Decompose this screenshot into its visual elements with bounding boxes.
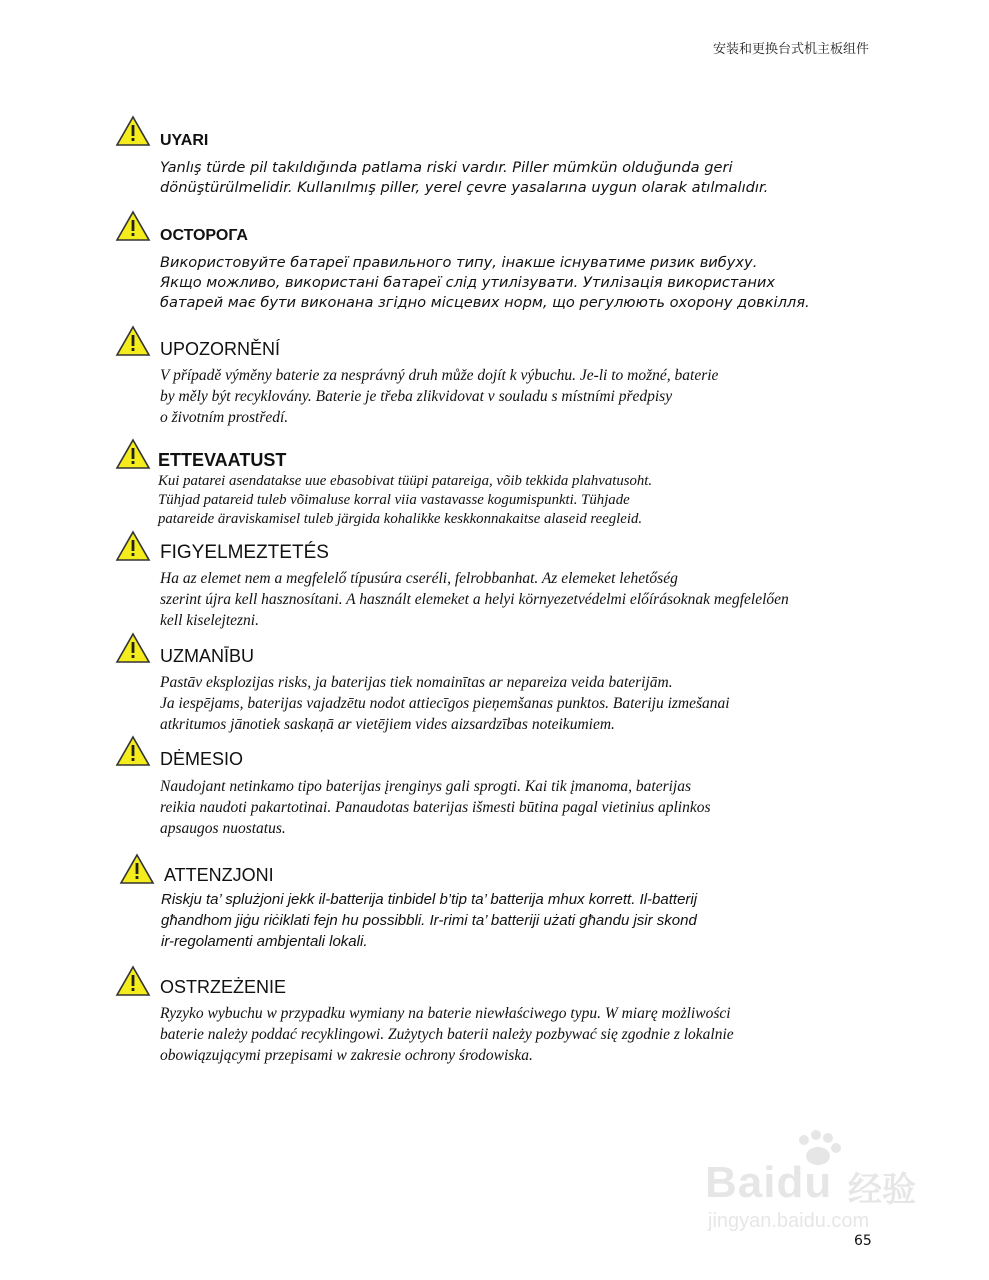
warning-body <box>160 254 810 314</box>
body-line: Ha az elemet nem a megfelelő típusúra cseréli, felrobbanhat. Az elemeket lehetőség <box>160 570 678 587</box>
warning-title: FIGYELMEZTETÉS <box>160 542 329 563</box>
warning-triangle-icon <box>115 632 151 664</box>
baidu-watermark <box>700 1130 940 1230</box>
warning-body <box>160 367 718 430</box>
body-line: dönüştürülmelidir. Kullanılmış piller, yerel çevre yasalarına uygun olarak atılmalıdır. <box>160 179 769 196</box>
warning-title: UPOZORNĚNÍ <box>160 339 281 359</box>
body-line: Використовуйте батареї правильного типу, інакше існуватиме ризик вибуху. <box>160 254 758 271</box>
warning-body <box>160 570 789 633</box>
warning-body <box>160 1005 734 1068</box>
body-line: Якщо можливо, використані батареї слід утилізувати. Утилізація використаних <box>160 274 775 291</box>
warning-body <box>160 778 711 841</box>
body-line: obowiązującymi przepisami w zakresie ochrony środowiska. <box>160 1047 533 1064</box>
warning-body <box>160 159 768 199</box>
watermark-cn: 经验 <box>848 1170 916 1210</box>
warning-body <box>161 891 697 954</box>
warning-triangle-icon <box>119 853 155 885</box>
warning-title: ATTENZJONI <box>164 865 274 885</box>
body-line: Ryzyko wybuchu w przypadku wymiany na baterie niewłaściwego typu. W miarę możliwości <box>160 1005 731 1022</box>
body-line: Riskju ta’ splużjoni jekk il-batterija tinbidel b’tip ta’ batterija mhux korrett. Il-batterij <box>161 891 698 908</box>
warning-title: UZMANĪBU <box>160 646 254 666</box>
body-line: szerint újra kell hasznosítani. A használt elemeket a helyi környezetvédelmi előírásoknak megfelelően <box>160 591 789 608</box>
body-line: Naudojant netinkamo tipo baterijas įrenginys gali sprogti. Kai tik įmanoma, baterijas <box>160 778 692 795</box>
body-line: Yanlış türde pil takıldığında patlama riski vardır. Piller mümkün olduğunda geri <box>160 159 733 176</box>
watermark-url: jingyan.baidu.com <box>708 1210 870 1232</box>
body-line: patareide äraviskamisel tuleb järgida kohalikke keskkonnakaitse alaseid reegleid. <box>158 511 643 527</box>
warning-triangle-icon <box>115 735 151 767</box>
body-line: by měly být recyklovány. Baterie je třeba zlikvidovat v souladu s místními předpisy <box>160 388 673 405</box>
watermark-brand: Baidu <box>705 1158 833 1207</box>
body-line: kell kiselejtezni. <box>160 612 259 629</box>
body-line: Kui patarei asendatakse uue ebasobivat tüüpi patareiga, võib tekkida plahvatusoht. <box>158 473 653 489</box>
warning-triangle-icon <box>115 210 151 242</box>
warning-title: UYARI <box>160 132 209 149</box>
warning-triangle-icon <box>115 438 151 470</box>
body-line: atkritumos jānotiek saskaņā ar vietējiem vides aizsardzības noteikumiem. <box>160 716 615 733</box>
warning-triangle-icon <box>115 530 151 562</box>
body-line: V případě výměny baterie za nesprávný druh může dojít k výbuchu. Je-li to možné, baterie <box>160 367 719 384</box>
warning-title: DĖMESIO <box>160 749 244 769</box>
warning-title: ОСТОРОГА <box>160 227 248 244</box>
page-number: 65 <box>854 1233 872 1249</box>
body-line: ir-regolamenti ambjentali lokali. <box>161 933 368 950</box>
warning-triangle-icon <box>115 965 151 997</box>
body-line: għandhom jiġu riċiklati fejn hu possibbli. Ir-rimi ta’ batteriji użati għandu jsir skond <box>161 912 697 929</box>
body-line: батарей має бути виконана згідно місцевих норм, що регулюють охорону довкілля. <box>160 294 810 311</box>
body-line: apsaugos nuostatus. <box>160 820 286 837</box>
body-line: Pastāv eksplozijas risks, ja baterijas tiek nomainītas ar nepareiza veida baterijām. <box>160 674 673 691</box>
body-line: baterie należy poddać recyklingowi. Zużytych baterii należy pozbywać się zgodnie z lokalnie <box>160 1026 734 1043</box>
warning-triangle-icon <box>115 115 151 147</box>
body-line: Tühjad patareid tuleb võimaluse korral viia vastavasse kogumispunkti. Tühjade <box>158 492 630 508</box>
body-line: Ja iespējams, baterijas vajadzētu nodot attiecīgos pieņemšanas punktos. Bateriju izmešanai <box>160 695 730 712</box>
warning-body <box>158 473 652 530</box>
warning-triangle-icon <box>115 325 151 357</box>
body-line: o životním prostředí. <box>160 409 289 426</box>
warning-body <box>160 674 730 737</box>
warning-title: OSTRZEŻENIE <box>160 977 287 997</box>
page-header: 安装和更换台式机主板组件 <box>712 42 869 57</box>
body-line: reikia naudoti pakartotinai. Panaudotas baterijas išmesti būtina pagal vietinius aplinkos <box>160 799 711 816</box>
warning-title: ETTEVAATUST <box>158 450 287 470</box>
